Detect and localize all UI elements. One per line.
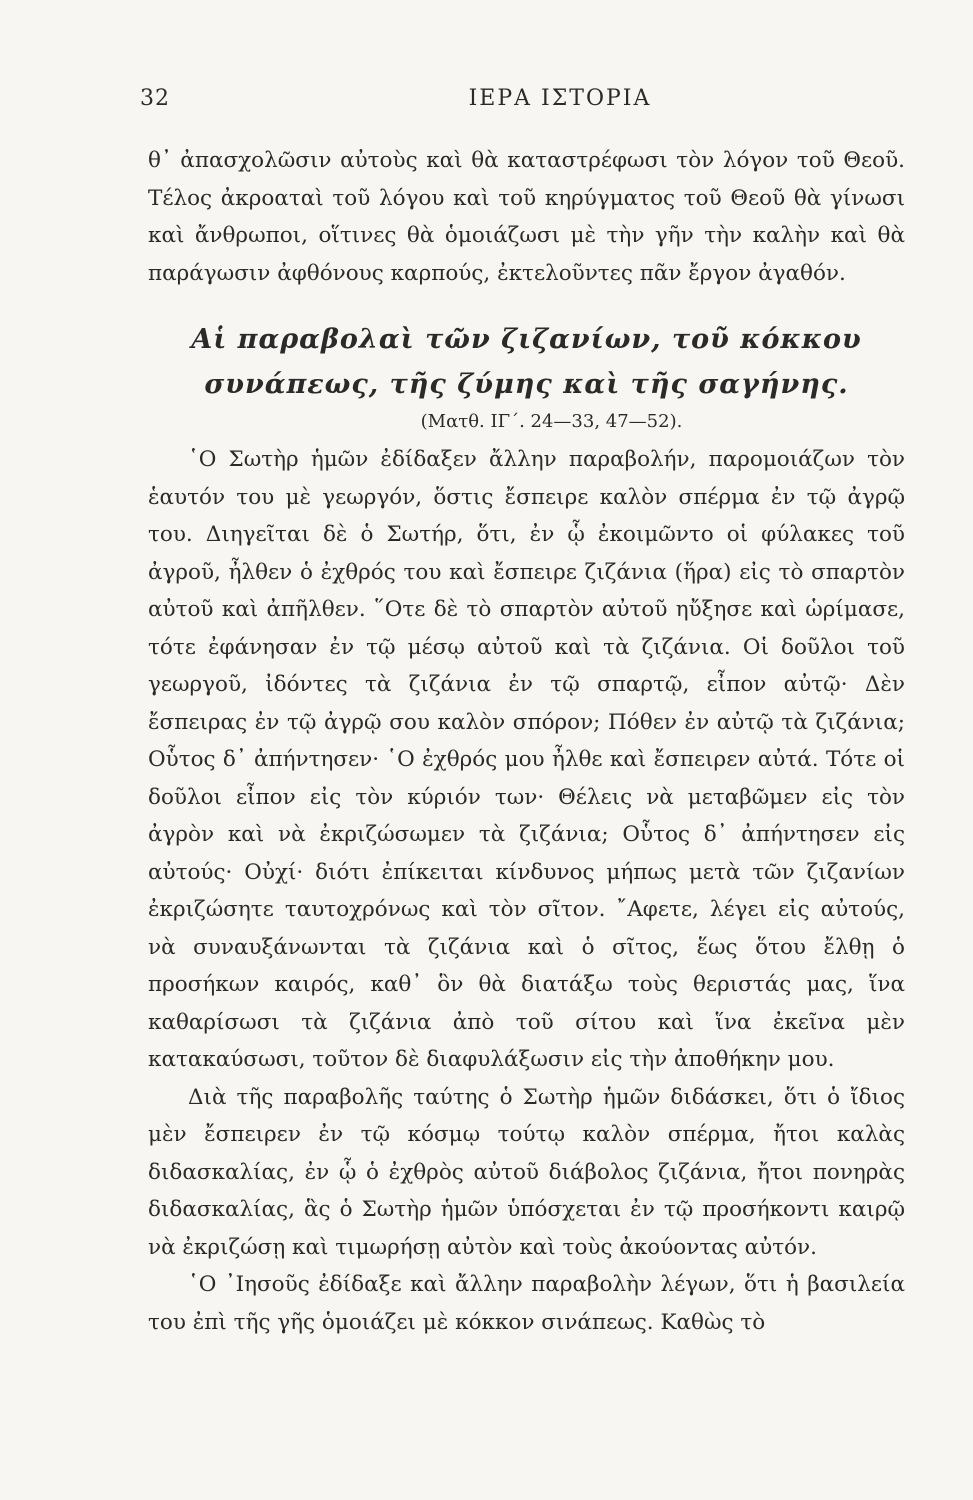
page-body bbox=[148, 142, 905, 1341]
intro-paragraph: θ᾿ ἀπασχολῶσιν αὐτοὺς καὶ θὰ καταστρέφωσι τὸν λόγον τοῦ Θεοῦ. Τέλος ἀκροαταὶ τοῦ λόγου καὶ τοῦ κηρύγματος τοῦ Θεοῦ θὰ γίνωσι καὶ ἄνθρωποι, οἵτινες θὰ ὁμοιάζωσι μὲ τὴν γῆν τὴν καλὴν καὶ θὰ παράγωσιν ἀφθόνους καρπούς, ἐκτελοῦντες πᾶν ἔργον ἀγαθόν. bbox=[148, 148, 905, 286]
page-number: 32 bbox=[140, 86, 170, 111]
section-heading-line-2: συνάπεως, τῆς ζύμης καὶ τῆς σαγήνης. bbox=[204, 369, 849, 400]
scripture-reference: (Ματθ. ΙΓ΄. 24—33, 47—52). bbox=[420, 411, 683, 432]
paragraph-tares: ῾Ο Σωτὴρ ἡμῶν ἐδίδαξεν ἄλλην παραβολήν, παρομοιάζων τὸν ἑαυτόν του μὲ γεωργόν, ὅστις ἔσπειρε καλὸν σπέρμα ἐν τῷ ἀγρῷ του. Διηγεῖται δὲ ὁ Σωτήρ, ὅτι, ἐν ᾧ ἐκοιμῶντο οἱ φύλακες τοῦ ἀγροῦ, ἦλθεν ὁ ἐχθρός του καὶ ἔσπειρε ζιζάνια (ἥρα) εἰς τὸ σπαρτὸν αὐτοῦ καὶ ἀπῆλθεν. ῞Οτε δὲ τὸ σπαρτὸν αὐτοῦ ηὔξησε καὶ ὡρίμασε, τότε ἐφάνησαν ἐν τῷ μέσῳ αὐτοῦ καὶ τὰ ζιζάνια. Οἱ δοῦλοι τοῦ γεωργοῦ, ἰδόντες τὰ ζιζάνια ἐν τῷ σπαρτῷ, εἶπον αὐτῷ· Δὲν ἔσπειρας ἐν τῷ ἀγρῷ σου καλὸν σπόρον; Πόθεν ἐν αὐτῷ τὰ ζιζάνια; Οὗτος δ᾿ ἀπήντησεν· ῾Ο ἐχθρός μου ἦλθε καὶ ἔσπειρεν αὐτά. Τότε οἱ δοῦλοι εἶπον εἰς τὸν κύριόν των· Θέλεις νὰ μεταβῶμεν εἰς τὸν ἀγρὸν καὶ νὰ ἐκριζώσωμεν τὰ ζιζάνια; Οὗτος δ᾿ ἀπήντησεν εἰς αὐτούς· Οὐχί· διότι ἐπίκειται κίνδυνος μήπως μετὰ τῶν ζιζανίων ἐκριζώσητε ταυτοχρόνως καὶ τὸν σῖτον. ῎Αφετε, λέγει εἰς αὐτούς, νὰ συναυξάνωνται τὰ ζιζάνια καὶ ὁ σῖτος, ἕως ὅτου ἔλθῃ ὁ προσήκων καιρός, καθ᾿ ὃν θὰ διατάξω τοὺς θεριστάς μας, ἵνα καθαρίσωσι τὰ ζιζάνια ἀπὸ τοῦ σίτου καὶ ἵνα ἐκεῖνα μὲν κατακαύσωσι, τοῦτον δὲ διαφυλάξωσιν εἰς τὴν ἀποθήκην μου. bbox=[148, 447, 905, 1072]
section-heading-line-1: Αἱ παραβολαὶ τῶν ζιζανίων, τοῦ κόκκου bbox=[191, 324, 862, 355]
section-heading bbox=[148, 317, 905, 407]
paragraph-explanation: Διὰ τῆς παραβολῆς ταύτης ὁ Σωτὴρ ἡμῶν διδάσκει, ὅτι ὁ ἴδιος μὲν ἔσπειρεν ἐν τῷ κόσμῳ τούτῳ καλὸν σπέρμα, ἤτοι καλὰς διδασκαλίας, ἐν ᾧ ὁ ἐχθρὸς αὐτοῦ διάβολος ζιζάνια, ἤτοι πονηρὰς διδασκαλίας, ἃς ὁ Σωτὴρ ἡμῶν ὑπόσχεται ἐν τῷ προσήκοντι καιρῷ νὰ ἐκριζώσῃ καὶ τιμωρήσῃ αὐτὸν καὶ τοὺς ἀκούοντας αὐτόν. bbox=[148, 1084, 905, 1260]
running-title: ΙΕΡΑ ΙΣΤΟΡΙΑ bbox=[468, 86, 652, 111]
page-header bbox=[140, 78, 920, 118]
paragraph-mustard-seed: ῾Ο ᾿Ιησοῦς ἐδίδαξε καὶ ἄλλην παραβολὴν λέγων, ὅτι ἡ βασιλεία του ἐπὶ τῆς γῆς ὁμοιάζει μὲ κόκκον σινάπεως. Καθὼς τὸ bbox=[148, 1272, 905, 1335]
